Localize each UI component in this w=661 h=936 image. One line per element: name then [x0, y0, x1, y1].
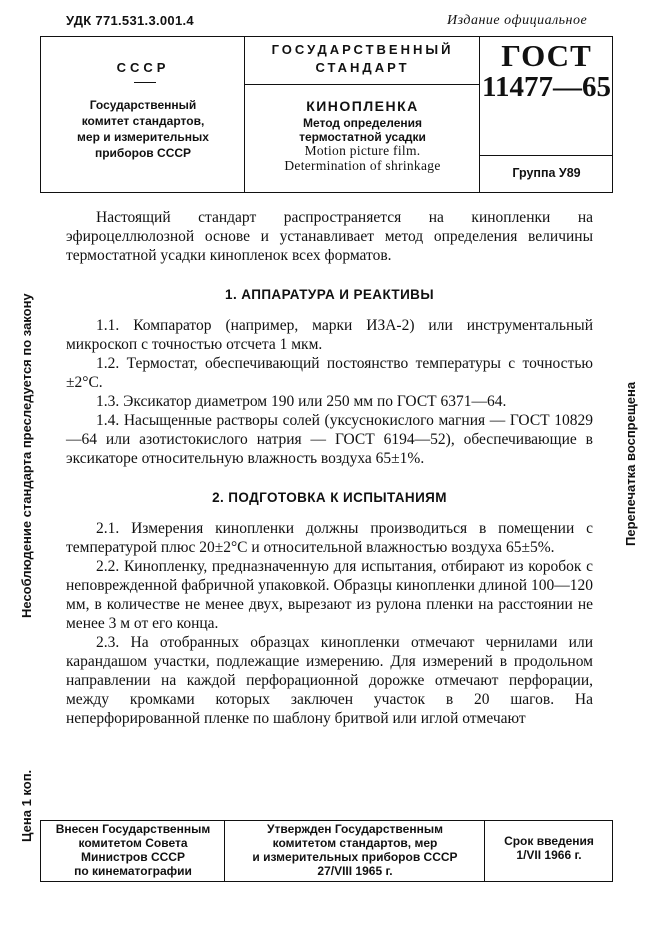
effective-date: Срок введения 1/VII 1966 г.	[504, 834, 594, 862]
paragraph-2-2: 2.2. Кинопленку, предназначенную для испытания, отбирают из коробок с неповрежденной фабричной упаковкой. Образцы кинопленки длиной 100—120 мм, в количестве не менее двух, вырезают из рулона пленки на расстоянии не менее 3 м от его конца.	[66, 558, 593, 632]
approved-by: Утвержден Государственным комитетом стандартов, мер и измерительных приборов СССР 27/VIII 1965 г.	[252, 822, 458, 878]
price-label: Цена 1 коп.	[19, 769, 34, 842]
committee-name: Государственный комитет стандартов, мер и измерительных приборов СССР	[77, 98, 209, 160]
paragraph-1-4: 1.4. Насыщенные растворы солей (уксуснокислого магния — ГОСТ 10829—64 или азотистокислого натрия — ГОСТ 6194—52), обеспечивающие в эксикаторе относительную влажность воздуха 65±1%.	[66, 412, 593, 467]
intro-paragraph: Настоящий стандарт распространяется на кинопленки на эфироцеллюлозной основе и устанавливает метод определения величины термостатной усадки кинопленок всех форматов.	[66, 209, 593, 264]
introduced-by: Внесен Государственным комитетом Совета Министров СССР по кинематографии	[55, 822, 211, 878]
state-standard-label: ГОСУДАРСТВЕННЫЙ СТАНДАРТ	[271, 42, 454, 75]
gost-number: 11477—65	[482, 71, 611, 103]
edition-label: Издание официальное	[447, 13, 588, 28]
paragraph-2-3: 2.3. На отобранных образцах кинопленки отмечают чернилами или карандашом участки, подлежащие измерению. Для измерений в продольном направлении на каждой перфорационной дорожке отмечают перфорации, между кромками которых заключен участок в 20 шагов. На неперфорированной пленке по шаблону бритвой или иглой отмечают	[66, 634, 593, 727]
paragraph-1-2: 1.2. Термостат, обеспечивающий постоянство температуры с точностью ±2°С.	[66, 355, 593, 391]
group-divider	[479, 155, 613, 156]
footer-divider-2	[484, 820, 485, 882]
english-title: Motion picture film. Determination of shrinkage	[284, 143, 441, 173]
country-underline	[134, 82, 156, 83]
reprint-prohibited: Перепечатка воспрещена	[623, 381, 638, 546]
header-divider-2	[479, 36, 480, 193]
gost-label: ГОСТ	[501, 38, 592, 73]
section-heading-2: 2. ПОДГОТОВКА К ИСПЫТАНИЯМ	[212, 490, 447, 505]
document-title: КИНОПЛЕНКА	[306, 98, 419, 114]
country-name: СССР	[116, 60, 170, 75]
legal-warning: Несоблюдение стандарта преследуется по закону	[19, 293, 34, 618]
paragraph-1-1: 1.1. Компаратор (например, марки ИЗА-2) или инструментальный микроскоп с точностью отсчета 1 мкм.	[66, 317, 593, 353]
footer-divider-1	[224, 820, 225, 882]
paragraph-1-3: 1.3. Эксикатор диаметром 190 или 250 мм по ГОСТ 6371—64.	[96, 393, 507, 410]
group-code: Группа У89	[512, 166, 581, 180]
paragraph-2-1: 2.1. Измерения кинопленки должны производиться в помещении с температурой плюс 20±2°С и относительной влажностью воздуха 65±5%.	[66, 520, 593, 556]
header-divider-1	[244, 36, 245, 193]
document-subtitle: Метод определения термостатной усадки	[299, 116, 426, 144]
main-text	[66, 208, 593, 728]
section-heading-1: 1. АППАРАТУРА И РЕАКТИВЫ	[225, 287, 434, 302]
udc-code: УДК 771.531.3.001.4	[66, 13, 194, 28]
title-divider	[244, 84, 479, 85]
